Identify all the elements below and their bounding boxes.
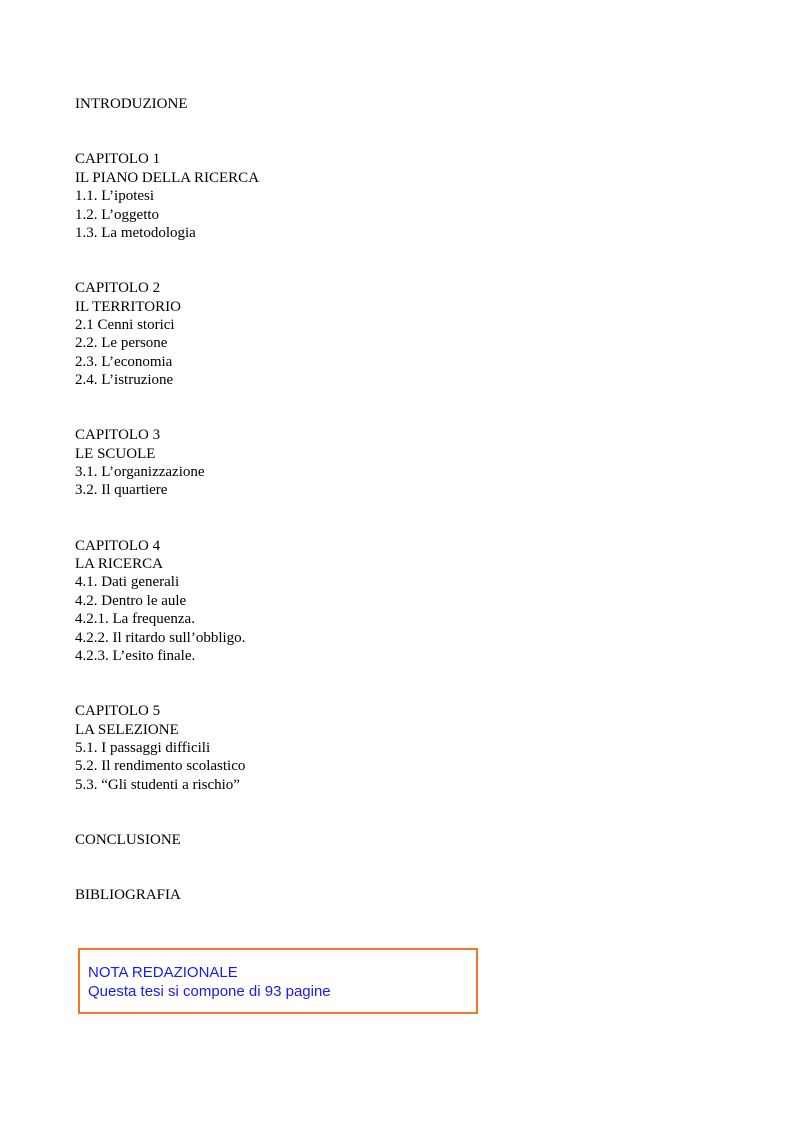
chapter-4-title: LA RICERCA bbox=[75, 556, 163, 572]
toc-section: 2.3. L’economia bbox=[75, 354, 173, 370]
chapter-5-title: LA SELEZIONE bbox=[75, 722, 179, 738]
editorial-note-text: Questa tesi si compone di 93 pagine bbox=[88, 983, 331, 1000]
chapter-4-label: CAPITOLO 4 bbox=[75, 538, 161, 554]
chapter-3-title: LE SCUOLE bbox=[75, 446, 156, 462]
toc-section: 3.1. L’organizzazione bbox=[75, 464, 205, 480]
toc-introduction: INTRODUZIONE bbox=[75, 96, 188, 112]
toc-section: 4.2. Dentro le aule bbox=[75, 593, 187, 609]
chapter-2-label: CAPITOLO 2 bbox=[75, 280, 161, 296]
chapter-1-title: IL PIANO DELLA RICERCA bbox=[75, 170, 260, 186]
chapter-5-label: CAPITOLO 5 bbox=[75, 703, 161, 719]
toc-section: 4.2.3. L’esito finale. bbox=[75, 648, 196, 664]
chapter-3-label: CAPITOLO 3 bbox=[75, 427, 161, 443]
toc-section: 2.2. Le persone bbox=[75, 335, 168, 351]
toc-section: 3.2. Il quartiere bbox=[75, 482, 168, 498]
toc-conclusion: CONCLUSIONE bbox=[75, 832, 181, 848]
editorial-note-box bbox=[78, 948, 478, 1014]
toc-bibliography: BIBLIOGRAFIA bbox=[75, 887, 181, 903]
toc-section: 4.1. Dati generali bbox=[75, 574, 180, 590]
toc-section: 4.2.1. La frequenza. bbox=[75, 611, 195, 627]
toc-section: 1.1. L’ipotesi bbox=[75, 188, 155, 204]
toc-section: 5.3. “Gli studenti a rischio” bbox=[75, 777, 240, 793]
toc-section: 2.4. L’istruzione bbox=[75, 372, 174, 388]
chapter-2-title: IL TERRITORIO bbox=[75, 299, 181, 315]
editorial-note-title: NOTA REDAZIONALE bbox=[88, 964, 238, 981]
toc-section: 5.1. I passaggi difficili bbox=[75, 740, 211, 756]
toc-section: 1.3. La metodologia bbox=[75, 225, 196, 241]
toc-section: 2.1 Cenni storici bbox=[75, 317, 175, 333]
toc-section: 5.2. Il rendimento scolastico bbox=[75, 758, 246, 774]
toc-section: 1.2. L’oggetto bbox=[75, 207, 160, 223]
toc-section: 4.2.2. Il ritardo sull’obbligo. bbox=[75, 630, 246, 646]
chapter-1-label: CAPITOLO 1 bbox=[75, 151, 161, 167]
